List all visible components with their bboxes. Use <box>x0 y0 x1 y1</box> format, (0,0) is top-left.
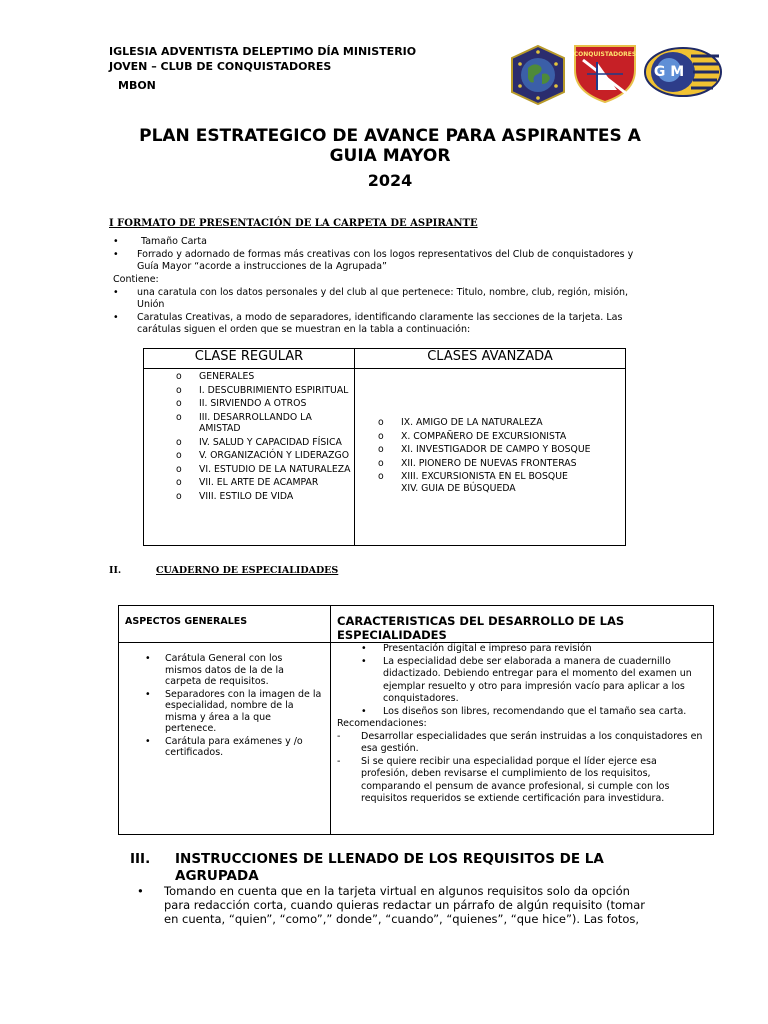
list-item: o II. SIRVIENDO A OTROS <box>176 398 307 409</box>
list-item: o GENERALES <box>176 371 255 382</box>
classes-table <box>143 348 626 546</box>
list-item: o X. COMPAÑERO DE EXCURSIONISTA <box>378 430 567 442</box>
bullet-item: Forrado y adornado de formas más creativas con los logos representativos del Club de conquistadores y Guía Mayor “acorde a instrucciones de la Agrupada” <box>137 249 634 272</box>
caracteristicas-header: CARACTERISTICAS DEL DESARROLLO DE LAS ESPECIALIDADES <box>331 606 714 643</box>
contiene-label: Contiene: <box>113 274 159 285</box>
title-line-2: GUIA MAYOR <box>329 146 451 166</box>
aspectos-generales-header: ASPECTOS GENERALES <box>119 606 331 643</box>
section-2-number: II. <box>109 565 122 576</box>
list-item: o I. DESCUBRIMIENTO ESPIRITUAL <box>176 384 349 396</box>
list-item: o VI. ESTUDIO DE LA NATURALEZA <box>176 463 351 475</box>
bullet-icon: • <box>113 249 119 260</box>
document-title <box>60 126 720 166</box>
list-item: o III. DESARROLLANDO LA AMISTAD <box>176 411 312 434</box>
org-line-1: IGLESIA ADVENTISTA DELEPTIMO DÍA MINISTERIO <box>109 45 417 58</box>
bullet-icon: • <box>113 312 119 323</box>
clases-avanzada-header: CLASES AVANZADA <box>355 349 626 369</box>
list-item: • Separadores con la imagen de la especialidad, nombre de la misma y área a la que pertenece. <box>145 688 322 734</box>
list-item: o IX. AMIGO DE LA NATURALEZA <box>378 417 543 428</box>
section-3-paragraph: Tomando en cuenta que en la tarjeta virtual en algunos requisitos solo da opción para redacción corta, cuando quieras redactar un párrafo de algún requisito (tomar en cuenta, “quien”, “como”,” donde”, “cuando”, “quienes”, “que hice”). Las fotos, <box>164 884 645 926</box>
org-line-3: MBON <box>118 79 156 92</box>
clase-regular-header: CLASE REGULAR <box>144 349 355 369</box>
specialties-table <box>118 605 714 835</box>
list-item: o VIII. ESTILO DE VIDA <box>176 490 294 502</box>
section-3-number: III. <box>130 851 151 867</box>
clase-regular-cell <box>144 369 355 546</box>
list-item: • La especialidad debe ser elaborada a manera de cuadernillo didactizado. Debiendo entregar para el momento del examen un ejemplar resuelto y otro para impresión vacío para aplicar a los conquistadores. <box>361 655 692 704</box>
list-item: XIV. GUIA DE BÚSQUEDA <box>401 482 516 494</box>
list-item: o XII. PIONERO DE NUEVAS FRONTERAS <box>378 457 577 469</box>
shield-logo-text: CONQUISTADORES <box>573 51 637 58</box>
section-3-heading <box>130 851 604 884</box>
list-item: o V. ORGANIZACIÓN Y LIDERAZGO <box>176 450 350 461</box>
list-item: • Carátula General con los mismos datos de la de la carpeta de requisitos. <box>145 653 284 687</box>
bullet-item: Tamaño Carta <box>141 236 207 247</box>
caracteristicas-cell <box>331 643 714 835</box>
conquistadores-shield-logo <box>573 44 637 104</box>
section-2-title: CUADERNO DE ESPECIALIDADES <box>156 565 339 576</box>
clases-avanzada-list <box>355 417 625 494</box>
list-item: • Los diseños son libres, recomendando que el tamaño sea carta. <box>361 705 687 717</box>
clase-regular-list <box>144 371 354 502</box>
list-item: • Presentación digital e impreso para revisión <box>361 643 592 654</box>
clases-avanzada-cell <box>355 369 626 546</box>
list-item: o IV. SALUD Y CAPACIDAD FÍSICA <box>176 436 342 448</box>
recomendaciones-label: Recomendaciones: <box>337 718 427 729</box>
list-item: o XIII. EXCURSIONISTA EN EL BOSQUE <box>378 471 568 482</box>
section-1-heading: I FORMATO DE PRESENTACIÓN DE LA CARPETA DE ASPIRANTE <box>109 218 478 229</box>
list-item: - Desarrollar especialidades que serán instruidas a los conquistadores en esa gestión. <box>337 730 703 754</box>
bullet-icon: • <box>113 287 119 298</box>
bullet-icon: • <box>113 236 119 247</box>
list-item: • Carátula para exámenes y /o certificados. <box>145 735 303 758</box>
bullet-item: Caratulas Creativas, a modo de separadores, identificando claramente las secciones de la tarjeta. Las carátulas siguen el orden que se muestran en la tabla a continuación: <box>137 312 623 335</box>
title-line-1: PLAN ESTRATEGICO DE AVANCE PARA ASPIRANTES A <box>139 126 641 146</box>
organization-header <box>109 44 416 93</box>
gm-logo-text: G M <box>653 64 685 80</box>
bullet-icon: • <box>137 884 144 898</box>
org-line-2: JOVEN – CLUB DE CONQUISTADORES <box>109 60 332 73</box>
section-2-heading <box>109 565 339 576</box>
aspectos-generales-cell <box>119 643 331 835</box>
document-year: 2024 <box>367 171 413 190</box>
world-globe-logo <box>508 44 568 106</box>
bullet-item: una caratula con los datos personales y del club al que pertenece: Titulo, nombre, club, región, misión, Unión <box>137 287 629 310</box>
list-item: o VII. EL ARTE DE ACAMPAR <box>176 477 319 488</box>
list-item: - Si se quiere recibir una especialidad porque el líder ejerce esa profesión, deben revisarse el cumplimiento de los requisitos, comparando el pensum de avance profesional, si cumple con los requisitos requeridos se extiende certificación para investidura. <box>337 755 670 804</box>
section-3-title: INSTRUCCIONES DE LLENADO DE LOS REQUISITOS DE LA AGRUPADA <box>175 851 604 884</box>
list-item: o XI. INVESTIGADOR DE CAMPO Y BOSQUE <box>378 444 591 455</box>
gm-logo <box>643 46 723 98</box>
